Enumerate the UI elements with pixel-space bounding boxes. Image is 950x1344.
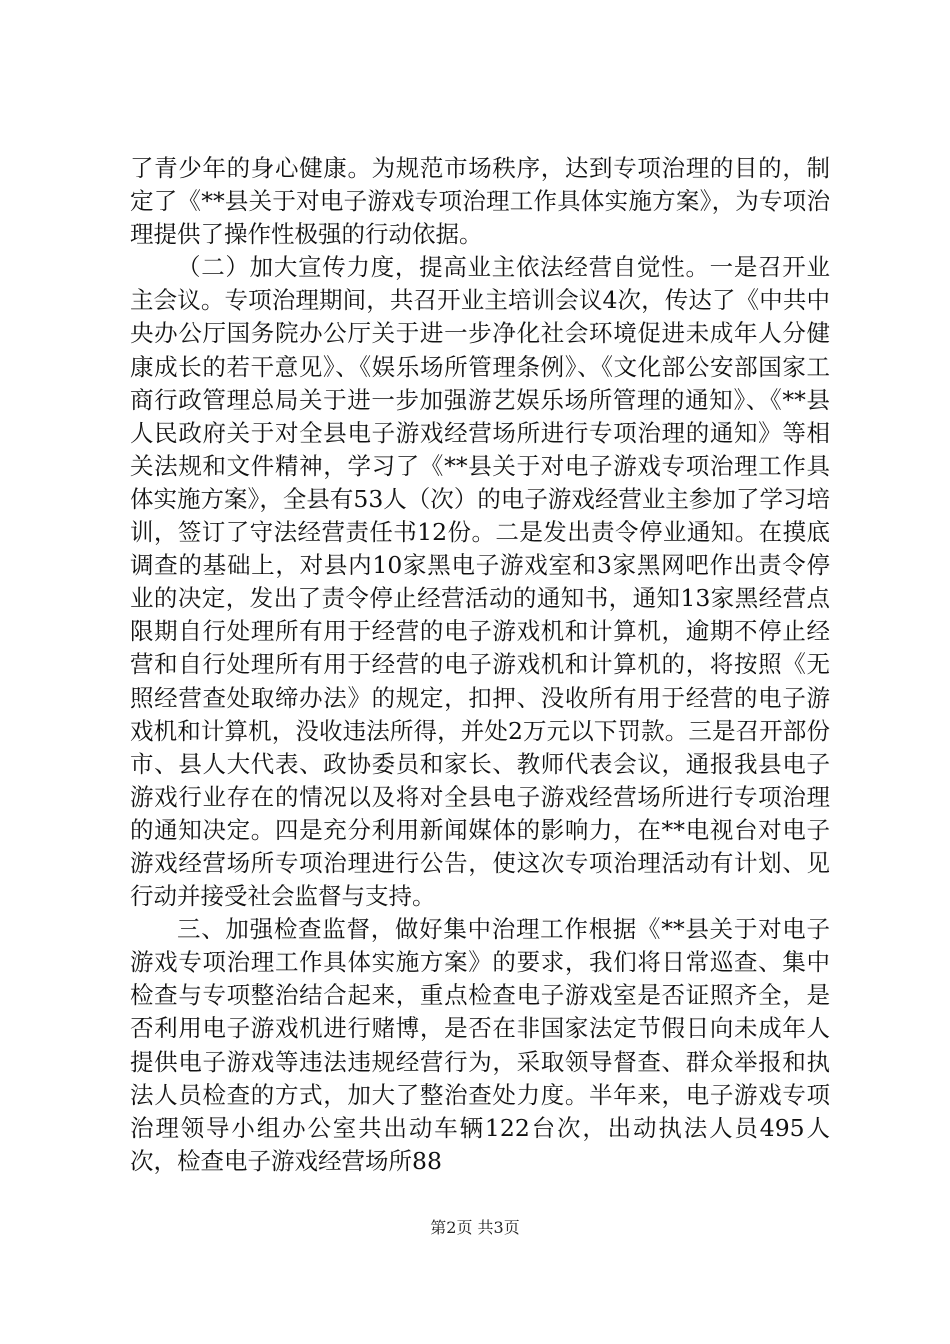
paragraph-2: （二）加大宣传力度，提高业主依法经营自觉性。一是召开业主会议。专项治理期间，共召开业主培训会议4次，传达了《中共中央办公厅国务院办公厅关于进一步净化社会环境促进未成年人分健康成长的若干意见》、《娱乐场所管理条例》、《文化部公安部国家工商行政管理总局关于进一步加强游艺娱乐场所管理的通知》、《**县人民政府关于对全县电子游戏经营场所进行专项治理的通知》等相关法规和文件精神，学习了《**县关于对电子游戏专项治理工作具体实施方案》，全县有53人（次）的电子游戏经营业主参加了学习培训，签订了守法经营责任书12份。二是发出责令停业通知。在摸底调查的基础上，对县内10家黑电子游戏室和3家黑网吧作出责令停业的决定，发出了责令停止经营活动的通知书，通知13家黑经营点限期自行处理所有用于经营的电子游戏机和计算机，逾期不停止经营和自行处理所有用于经营的电子游戏机和计算机的，将按照《无照经营查处取缔办法》的规定，扣押、没收所有用于经营的电子游戏机和计算机，没收违法所得，并处2万元以下罚款。三是召开部份市、县人大代表、政协委员和家长、教师代表会议，通报我县电子游戏行业存在的情况以及将对全县电子游戏经营场所进行专项治理的通知决定。四是充分利用新闻媒体的影响力，在**电视台对电子游戏经营场所专项治理进行公告，使这次专项治理活动有计划、见行动并接受社会监督与支持。 [130, 253, 830, 911]
page-footer: 第2页 共3页 [430, 1218, 520, 1237]
document-body [130, 152, 830, 1178]
paragraph-1: 了青少年的身心健康。为规范市场秩序，达到专项治理的目的，制定了《**县关于对电子游戏专项治理工作具体实施方案》，为专项治理提供了操作性极强的行动依据。 [130, 154, 830, 249]
paragraph-3: 三、加强检查监督，做好集中治理工作根据《**县关于对电子游戏专项治理工作具体实施方案》的要求，我们将日常巡查、集中检查与专项整治结合起来，重点检查电子游戏室是否证照齐全，是否利用电子游戏机进行赌博，是否在非国家法定节假日向未成年人提供电子游戏等违法违规经营行为，采取领导督查、群众举报和执法人员检查的方式，加大了整治查处力度。半年来，电子游戏专项治理领导小组办公室共出动车辆122台次，出动执法人员495人次，检查电子游戏经营场所88 [130, 915, 830, 1175]
